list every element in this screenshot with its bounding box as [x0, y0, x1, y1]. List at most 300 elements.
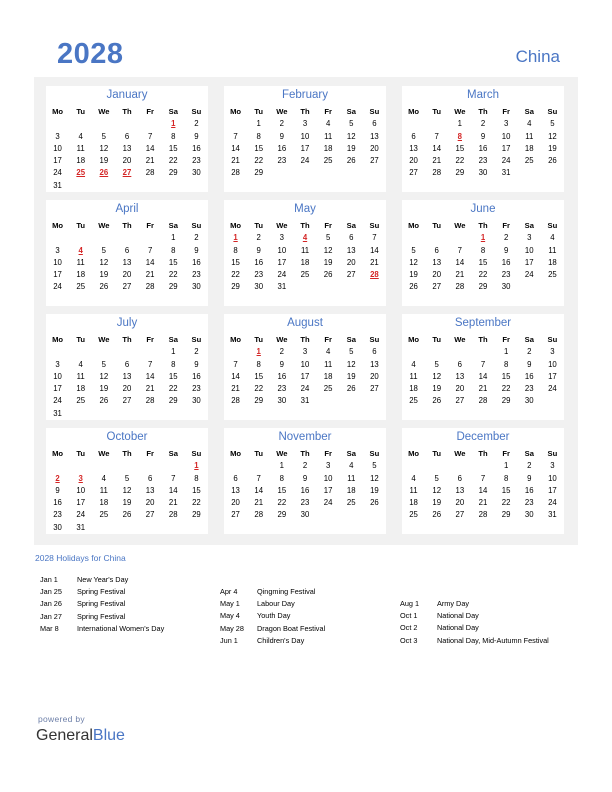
holiday-day-cell: 1: [256, 347, 261, 357]
weekday-header: Th: [478, 221, 488, 230]
day-cell: [224, 346, 247, 358]
holiday-date: Oct 2: [400, 623, 418, 633]
weekday-header: Tu: [432, 107, 442, 116]
month-grid: [46, 448, 208, 534]
week-row: [402, 473, 564, 485]
day-cell: 29: [231, 282, 240, 292]
week-row: [224, 167, 386, 179]
day-cell: 5: [101, 131, 107, 141]
day-cell: 19: [323, 257, 333, 267]
month-february: [224, 86, 386, 192]
weekday-header: Sa: [168, 335, 178, 344]
day-cell: [139, 118, 162, 130]
day-cell: 4: [325, 119, 331, 129]
day-cell: 20: [409, 156, 418, 166]
day-cell: 12: [99, 143, 109, 153]
week-row: [46, 509, 208, 521]
weekday-header: Mo: [230, 221, 242, 230]
day-cell: [402, 118, 425, 130]
day-cell: 5: [124, 473, 130, 483]
week-row: [402, 167, 564, 179]
month-name: December: [456, 431, 510, 443]
weekday-header: Tu: [76, 107, 86, 116]
week-row: [402, 485, 564, 497]
day-cell: 14: [478, 371, 488, 381]
day-cell: 14: [168, 485, 178, 495]
week-row: [46, 281, 208, 293]
day-cell: [402, 232, 425, 244]
day-cell: 19: [346, 371, 356, 381]
day-cell: [425, 118, 448, 130]
holiday-name: Children's Day: [257, 635, 305, 645]
day-cell: 12: [346, 131, 356, 141]
day-cell: 7: [171, 473, 176, 483]
day-cell: 21: [145, 384, 155, 394]
day-cell: 5: [349, 347, 354, 357]
day-cell: 3: [527, 233, 532, 243]
week-row: [224, 155, 386, 167]
weekday-header: Th: [300, 221, 310, 230]
day-cell: 26: [323, 270, 333, 280]
day-cell: 7: [372, 233, 377, 243]
week-row: [46, 155, 208, 167]
holiday-day-cell: 1: [171, 119, 176, 129]
brand-name-part2: Blue: [92, 727, 125, 744]
holiday-day-cell: 27: [122, 168, 132, 178]
day-cell: 15: [254, 371, 264, 381]
day-cell: 7: [457, 245, 463, 255]
day-cell: 7: [147, 131, 153, 141]
day-cell: 15: [168, 143, 178, 153]
day-cell: 7: [233, 359, 238, 369]
holiday-item: [220, 623, 400, 635]
weekday-header-row: [402, 334, 564, 346]
weekday-header: Th: [478, 107, 488, 116]
day-cell: 24: [76, 510, 86, 520]
holiday-date: Aug 1: [400, 599, 420, 608]
day-cell: [518, 167, 541, 179]
day-cell: 4: [78, 131, 83, 141]
day-cell: 8: [233, 245, 238, 255]
holiday-name: Army Day: [437, 599, 470, 608]
day-cell: 11: [324, 131, 333, 141]
week-row: [224, 269, 386, 281]
day-cell: 31: [53, 180, 62, 190]
day-cell: 21: [231, 156, 240, 166]
day-cell: [317, 281, 340, 293]
day-cell: 15: [501, 485, 511, 495]
day-cell: 2: [194, 347, 199, 357]
day-cell: 24: [501, 156, 511, 166]
day-cell: 1: [457, 119, 463, 129]
day-cell: 23: [192, 384, 201, 394]
day-cell: 11: [525, 131, 534, 141]
day-cell: 24: [548, 384, 557, 394]
holiday-day-cell: 4: [78, 245, 83, 255]
weekday-header: Su: [547, 107, 558, 116]
day-cell: 22: [277, 498, 287, 508]
holiday-name: Spring Festival: [77, 587, 126, 597]
day-cell: 8: [503, 473, 509, 483]
day-cell: 21: [370, 257, 379, 267]
day-cell: 10: [76, 485, 86, 495]
day-cell: 25: [323, 384, 333, 394]
day-cell: 20: [122, 156, 132, 166]
week-row: [224, 497, 386, 509]
week-row: [224, 245, 386, 257]
day-cell: [92, 408, 115, 420]
holiday-date: Oct 1: [400, 611, 418, 621]
day-cell: 3: [302, 347, 308, 357]
holiday-date: Jan 1: [40, 575, 58, 584]
day-cell: 25: [346, 498, 356, 508]
weekday-header: Mo: [52, 107, 64, 116]
day-cell: 30: [478, 168, 488, 178]
day-cell: 22: [501, 498, 511, 508]
weekday-header: Fr: [146, 449, 154, 458]
day-cell: [270, 167, 293, 179]
day-cell: [69, 118, 92, 130]
day-cell: 18: [346, 485, 356, 495]
day-cell: 7: [147, 245, 153, 255]
day-cell: 22: [455, 156, 465, 166]
day-cell: 28: [145, 168, 155, 178]
day-cell: 24: [300, 156, 310, 166]
day-cell: 27: [145, 510, 155, 520]
day-cell: 12: [122, 485, 132, 495]
day-cell: 24: [548, 498, 557, 508]
day-cell: 12: [432, 485, 442, 495]
brand-logo[interactable]: [36, 727, 125, 745]
weekday-header: Fr: [146, 221, 154, 230]
day-cell: 18: [409, 384, 418, 394]
holiday-day-cell: 26: [99, 168, 109, 178]
day-cell: 30: [300, 510, 310, 520]
day-cell: 24: [53, 168, 62, 178]
day-cell: 18: [99, 498, 109, 508]
day-cell: [518, 281, 541, 293]
week-row: [402, 143, 564, 155]
week-row: [224, 118, 386, 130]
day-cell: 16: [192, 257, 201, 267]
day-cell: 9: [256, 245, 261, 255]
day-cell: 29: [277, 510, 287, 520]
holiday-day-cell: 25: [76, 168, 86, 178]
day-cell: 1: [171, 347, 176, 357]
day-cell: 15: [168, 257, 178, 267]
holiday-name: Youth Day: [257, 611, 291, 621]
day-cell: 26: [432, 510, 442, 520]
day-cell: 10: [524, 245, 534, 255]
day-cell: 17: [53, 156, 62, 166]
day-cell: 10: [53, 257, 62, 267]
day-cell: [115, 118, 138, 130]
day-cell: [139, 346, 162, 358]
weekday-header-row: [402, 220, 564, 232]
day-cell: 13: [409, 143, 418, 153]
holiday-name: Spring Festival: [77, 599, 126, 609]
day-cell: 16: [254, 257, 264, 267]
day-cell: 22: [254, 156, 264, 166]
week-row: [402, 257, 564, 269]
holiday-date: Apr 4: [220, 587, 238, 596]
day-cell: 18: [76, 156, 86, 166]
weekday-header: Tu: [254, 221, 264, 230]
day-cell: 2: [527, 461, 532, 471]
holiday-day-cell: 8: [457, 131, 463, 141]
day-cell: 31: [548, 510, 557, 520]
day-cell: [69, 460, 92, 472]
week-row: [46, 359, 208, 371]
day-cell: 30: [53, 522, 62, 532]
day-cell: 28: [432, 168, 442, 178]
day-cell: 17: [300, 143, 310, 153]
weekday-header: Su: [369, 221, 380, 230]
day-cell: 23: [524, 384, 534, 394]
weekday-header: Fr: [146, 107, 154, 116]
day-cell: 31: [277, 282, 287, 292]
weekday-header: Sa: [524, 107, 534, 116]
week-row: [224, 509, 386, 521]
holiday-column: [400, 598, 580, 647]
day-cell: 22: [168, 270, 178, 280]
day-cell: [541, 395, 564, 407]
day-cell: 16: [277, 371, 287, 381]
weekday-header-row: [46, 448, 208, 460]
day-cell: 8: [171, 131, 176, 141]
day-cell: [425, 346, 448, 358]
day-cell: 22: [254, 384, 264, 394]
day-cell: 28: [254, 510, 264, 520]
week-row: [224, 383, 386, 395]
week-row: [402, 395, 564, 407]
day-cell: [448, 232, 471, 244]
holiday-item: [40, 598, 220, 610]
day-cell: 23: [277, 384, 287, 394]
day-cell: 26: [409, 282, 418, 292]
weekday-header: Su: [369, 335, 380, 344]
day-cell: 29: [168, 282, 178, 292]
day-cell: 17: [501, 143, 511, 153]
day-cell: 4: [101, 473, 107, 483]
day-cell: 8: [171, 359, 176, 369]
week-row: [402, 245, 564, 257]
holiday-item: [220, 598, 400, 610]
weekday-header: Su: [191, 335, 202, 344]
weekday-header: Sa: [168, 107, 178, 116]
weekday-header: Tu: [254, 335, 264, 344]
weekday-header: Th: [122, 221, 132, 230]
day-cell: 9: [302, 473, 308, 483]
day-cell: 3: [302, 119, 308, 129]
weekday-header: Sa: [346, 221, 356, 230]
day-cell: 23: [300, 498, 310, 508]
day-cell: [224, 460, 247, 472]
day-cell: 3: [55, 131, 60, 141]
week-row: [402, 383, 564, 395]
day-cell: 29: [168, 168, 178, 178]
holiday-day-cell: 3: [78, 473, 83, 483]
day-cell: [402, 460, 425, 472]
country-title: China: [515, 47, 560, 66]
week-row: [402, 460, 564, 472]
day-cell: 27: [370, 384, 379, 394]
weekday-header: We: [454, 221, 466, 230]
weekday-header: We: [276, 221, 288, 230]
holiday-day-cell: 4: [302, 233, 308, 243]
week-row: [224, 257, 386, 269]
day-cell: 27: [122, 396, 132, 406]
day-cell: 2: [279, 347, 285, 357]
weekday-header: Fr: [324, 449, 332, 458]
day-cell: 10: [323, 473, 333, 483]
day-cell: 29: [501, 396, 511, 406]
weekday-header: Tu: [432, 449, 442, 458]
day-cell: 22: [168, 384, 178, 394]
day-cell: 19: [432, 384, 442, 394]
day-cell: 24: [277, 270, 287, 280]
day-cell: 6: [124, 245, 130, 255]
holiday-day-cell: 2: [55, 473, 60, 483]
weekday-header-row: [402, 106, 564, 118]
day-cell: 11: [76, 143, 85, 153]
weekday-header-row: [224, 334, 386, 346]
day-cell: 29: [501, 510, 511, 520]
day-cell: 15: [277, 485, 287, 495]
day-cell: 15: [192, 485, 201, 495]
day-cell: 10: [548, 359, 557, 369]
day-cell: 2: [256, 233, 261, 243]
week-row: [224, 485, 386, 497]
day-cell: 20: [455, 384, 465, 394]
day-cell: 21: [254, 498, 264, 508]
weekday-header: Mo: [408, 221, 420, 230]
day-cell: [425, 460, 448, 472]
day-cell: [448, 346, 471, 358]
week-row: [402, 497, 564, 509]
day-cell: 30: [277, 396, 287, 406]
day-cell: 20: [346, 257, 356, 267]
day-cell: 8: [480, 245, 486, 255]
day-cell: 28: [455, 282, 465, 292]
day-cell: 14: [231, 143, 240, 153]
month-november: [224, 428, 386, 534]
day-cell: 24: [53, 282, 62, 292]
week-row: [46, 180, 208, 192]
day-cell: 21: [478, 384, 488, 394]
day-cell: [115, 522, 138, 534]
day-cell: [340, 395, 363, 407]
weekday-header: We: [276, 107, 288, 116]
day-cell: 5: [101, 245, 107, 255]
day-cell: 11: [76, 371, 85, 381]
week-row: [46, 269, 208, 281]
day-cell: [92, 460, 115, 472]
day-cell: 26: [122, 510, 132, 520]
day-cell: 13: [122, 143, 132, 153]
day-cell: 7: [147, 359, 153, 369]
weekday-header: Th: [122, 107, 132, 116]
holiday-name: Dragon Boat Festival: [257, 623, 326, 633]
day-cell: 6: [349, 233, 354, 243]
holidays-title: 2028 Holidays for China: [35, 553, 126, 563]
weekday-header: Mo: [230, 449, 242, 458]
holiday-name: Labour Day: [257, 599, 295, 609]
day-cell: 14: [254, 485, 264, 495]
day-cell: 26: [370, 498, 379, 508]
day-cell: 21: [432, 156, 442, 166]
day-cell: [317, 509, 340, 521]
day-cell: 6: [457, 473, 463, 483]
day-cell: [46, 460, 69, 472]
holiday-name: International Women's Day: [77, 623, 165, 633]
day-cell: 28: [231, 396, 240, 406]
day-cell: 7: [233, 131, 238, 141]
day-cell: 2: [194, 119, 199, 129]
holiday-item: [220, 635, 400, 647]
weekday-header: We: [454, 335, 466, 344]
weekday-header: Su: [369, 449, 380, 458]
weekday-header: Fr: [324, 221, 332, 230]
day-cell: 13: [370, 131, 379, 141]
day-cell: [115, 460, 138, 472]
day-cell: [139, 522, 162, 534]
day-cell: 16: [478, 143, 488, 153]
day-cell: 13: [145, 485, 155, 495]
day-cell: 5: [101, 359, 107, 369]
day-cell: 10: [300, 359, 310, 369]
week-row: [46, 131, 208, 143]
day-cell: 26: [99, 282, 109, 292]
day-cell: 24: [524, 270, 534, 280]
weekday-header: Fr: [502, 449, 510, 458]
day-cell: 17: [76, 498, 86, 508]
day-cell: 6: [411, 131, 416, 141]
day-cell: 18: [548, 257, 557, 267]
day-cell: 12: [432, 371, 442, 381]
month-name: November: [278, 431, 332, 443]
day-cell: 8: [256, 131, 261, 141]
day-cell: 25: [99, 510, 109, 520]
day-cell: [293, 281, 316, 293]
day-cell: 14: [432, 143, 442, 153]
day-cell: 23: [192, 156, 201, 166]
day-cell: 30: [501, 282, 511, 292]
day-cell: [46, 346, 69, 358]
holiday-date: Jan 27: [40, 611, 62, 621]
day-cell: 26: [99, 396, 109, 406]
day-cell: 2: [480, 119, 486, 129]
day-cell: 23: [501, 270, 511, 280]
month-grid: [402, 448, 564, 522]
day-cell: 14: [478, 485, 488, 495]
day-cell: 17: [300, 371, 310, 381]
week-row: [224, 281, 386, 293]
day-cell: 10: [300, 131, 310, 141]
day-cell: 6: [124, 359, 130, 369]
day-cell: 12: [346, 359, 356, 369]
day-cell: 4: [349, 461, 354, 471]
month-december: [402, 428, 564, 534]
week-row: [402, 269, 564, 281]
day-cell: 16: [53, 498, 62, 508]
day-cell: 25: [76, 396, 86, 406]
day-cell: 18: [409, 498, 418, 508]
day-cell: 25: [524, 156, 534, 166]
day-cell: 29: [455, 168, 465, 178]
weekday-header: Su: [191, 449, 202, 458]
month-name: March: [467, 89, 499, 101]
